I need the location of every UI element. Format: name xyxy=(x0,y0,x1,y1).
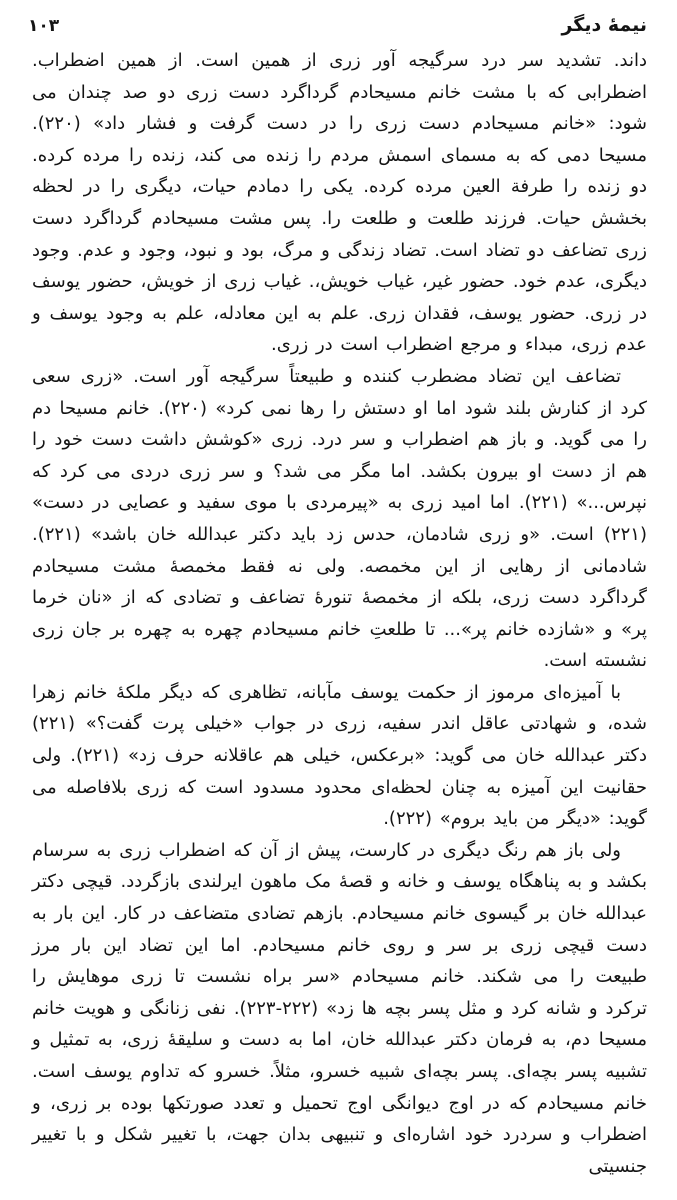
page-number: ۱۰۳ xyxy=(28,16,60,36)
paragraph-4: ولی باز هم رنگ دیگری در کارست، پیش از آن که اضطراب زری به سرسام بکشد و به پناهگاه یوسف و خانه و قصهٔ مک ماهون ایرلندی بازگردد. قیچی دکتر عبدالله خان بر گیسوی خانم مسیحادم. بازهم تضادی متضاعف در کار. این بار به دست قیچی زری بر سر و روی خانم مسیحادم. اما این تضاد این بار مرز طبیعت را می شکند. خانم مسیحادم «سر براه نشست تا زری موهایش را ترکرد و شانه کرد و مثل پسر بچه ها زد» (۲۲۲-۲۲۳). نفی زنانگی و هویت خانم مسیحا دم، به فرمان دکتر عبدالله خان، اما به دست و سلیقهٔ زری، به تمثیل و تشبیه پسر بچه‌ای. پسر بچه‌ای شبیه خسرو، مثلاً. خسرو که تداوم یوسف است. خانم مسیحادم که در اوج دیوانگی اوج تحمیل و تعدد صورتکها بوده بر زری، و اضطراب و سردرد خود اشاره‌ای و تنبیهی بدان جهت، با تغییر شکل و با تغییر جنسیتی xyxy=(32,839,647,1177)
book-title: نیمهٔ دیگر xyxy=(561,14,647,36)
page-header xyxy=(0,0,677,36)
paragraph-3: با آمیزه‌ای مرموز از حکمت یوسف مآبانه، تظاهری که دیگر ملکهٔ خانم زهرا شده، و شهادتی عاقل اندر سفیه، زری در جواب «خیلی پرت گفت؟» (۲۲۱) دکتر عبدالله خان می گوید: «برعکس، خیلی هم عاقلانه حرف زد» (۲۲۱). ولی حقانیت این آمیزه به چنان لحظه‌ای محدود مسدود است که زری بلافاصله می گوید: «دیگر من باید بروم» (۲۲۲). xyxy=(32,681,647,830)
paragraph-1: داند. تشدید سر درد سرگیجه آور زری از همین است. از همین اضطراب. اضطرابی که با مشت خانم مسیحادم گرداگرد دست زری دو صد چندان می شود: «خانم مسیحادم دست زری را در دست گرفت و فشار داد» (۲۲۰). مسیحا دمی که به مسمای اسمش مردم را زنده می کند، زنده را مرده کرده. دو زنده را طرفة العین مرده کرده. یکی را دمادم حیات، دیگری را در لحظه بخشش حیات. فرزند طلعت و طلعت را. پس مشت مسیحادم گرداگرد دست زری تضاعف دو تضاد است. تضاد زندگی و مرگ، بود و نبود، وجود و عدم. وجود دیگری، عدم خود. حضور غیر، غیاب خویش،. غیاب زری از خویش، حضور یوسف در زری. حضور یوسف، فقدان زری. علم به این معادله، علم به وجود یوسف و عدم زری، مبداء و مرجع اضطراب است در زری. xyxy=(32,50,647,356)
paragraph-2: تضاعف این تضاد مضطرب کننده و طبیعتاً سرگیجه آور است. «زری سعی کرد از کنارش بلند شود اما او دستش را رها نمی کرد» (۲۲۰). خانم مسیحا دم را می گوید. و باز هم اضطراب و سر درد. زری «کوشش داشت دست خود را هم از دست او بیرون بکشد. اما مگر می شد؟ و سر زری دردی می کرد که نپرس...» (۲۲۱). اما امید زری به «پیرمردی با موی سفید و عصایی در دست» (۲۲۱) است. «و زری شادمان، حدس زد باید دکتر عبدالله خان باشد» (۲۲۱). شادمانی از رهایی از این مخمصه. ولی نه فقط مخمصهٔ مشت مسیحادم گرداگرد دست زری، بلکه از مخمصهٔ تنورهٔ تضاعف و تضادی که از «نان خرما پر» و «شازده خانم پر»... تا طلعتِ خانم مسیحادم چهره به چهره بر جان زری نشسته است. xyxy=(32,365,648,672)
body-text xyxy=(0,45,677,1182)
